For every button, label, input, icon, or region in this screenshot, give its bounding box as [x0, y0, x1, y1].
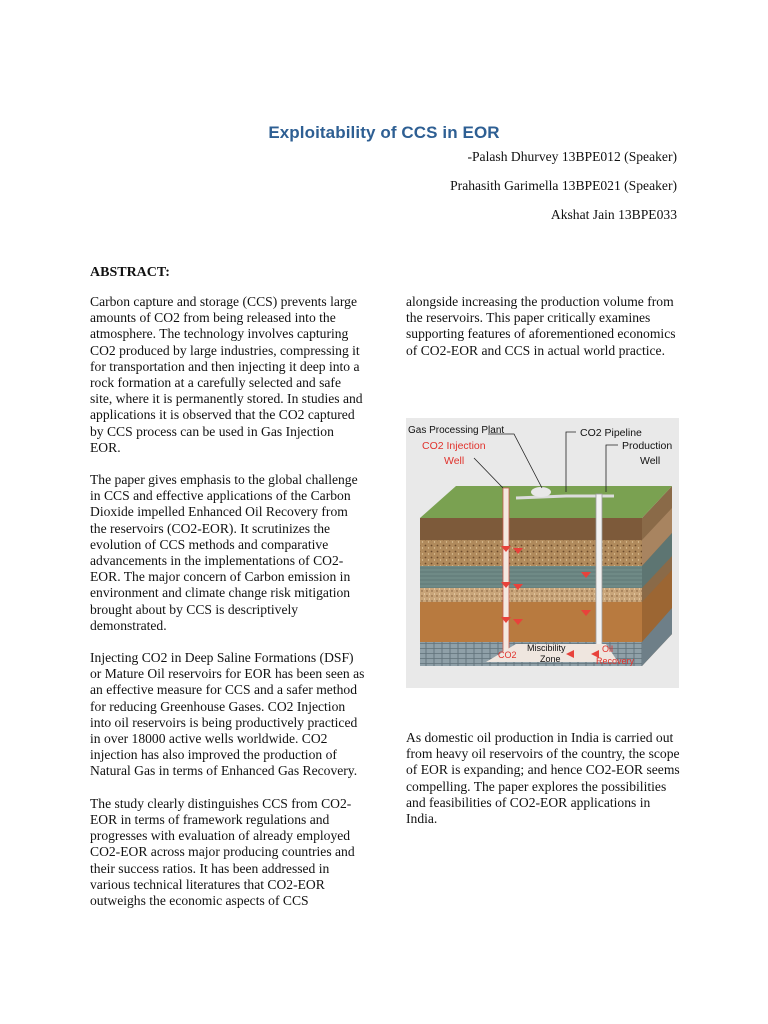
abstract-paragraph-continued: alongside increasing the production volume from the reservoirs. This paper critically examines supporting features of aforementioned economics of CO2-EOR and CCS in actual world practice. — [406, 294, 676, 358]
label-co2-pipeline: CO2 Pipeline — [580, 427, 642, 439]
label-production-line-2: Well — [640, 455, 661, 467]
layer-topsoil — [420, 518, 642, 540]
label-production-line-1: Production — [622, 440, 673, 452]
abstract-paragraph-3: Injecting CO2 in Deep Saline Formations (DSF) or Mature Oil reservoirs for EOR has been seen as an effective measure for CCS and a safer method for reducing Greenhouse Gases. CO2 Injection into oil reservoirs is being productively practiced in over 18000 active wells worldwide. CO2 injection has also improved the production of Natural Gas in terms of Enhanced Gas Recovery. — [90, 650, 365, 779]
label-co2: CO2 — [498, 650, 517, 660]
right-column-bottom — [406, 730, 680, 843]
abstract-paragraph-2: The paper gives emphasis to the global challenge in CCS and effective applications of the Carbon Dioxide impelled Enhanced Oil Recovery from the reservoirs (CO2-EOR). It scrutinizes the evolution of CCS methods and comparative advancements in the implementations of CO2-EOR. The major concern of Carbon emission in environment and climate change risk mitigation brought about by CCS is descriptively demonstrated. — [90, 472, 358, 633]
abstract-heading: ABSTRACT: — [90, 265, 170, 280]
layer-sandstone — [420, 540, 642, 566]
right-column-top — [406, 294, 680, 375]
injection-well — [503, 488, 509, 656]
abstract-paragraph-4: The study clearly distinguishes CCS from CO2-EOR in terms of framework regulations and progresses with evaluation of already employed CO2-EOR across major producing countries and their success ratios. It has been addressed in various technical literatures that CO2-EOR outweighs the economic aspects of CCS — [90, 795, 355, 908]
layer-sand — [420, 588, 642, 602]
label-oil-recovery-line-2: Recovery — [596, 656, 635, 666]
layer-shale — [420, 566, 642, 588]
left-column — [90, 294, 365, 925]
author-line-2: Prahasith Garimella 13BPE021 (Speaker) — [450, 178, 677, 193]
production-well — [596, 494, 602, 654]
abstract-paragraph-1: Carbon capture and storage (CCS) prevents large amounts of CO2 from being released into the atmosphere. The technology involves capturing CO2 produced by large industries, compressing it for transportation and then injecting it deep into a rock formation at a carefully selected and safe site, where it is permanently stored. In studies and applications it is observed that the CO2 captured by CCS process can be used in Gas Injection EOR. — [90, 294, 363, 455]
label-oil-recovery-line-1: Oil — [602, 644, 613, 654]
paper-title: Exploitability of CCS in EOR — [268, 123, 500, 142]
ccs-eor-diagram — [406, 418, 679, 688]
label-gas-processing-plant: Gas Processing Plant — [408, 425, 505, 436]
india-paragraph: As domestic oil production in India is carried out from heavy oil reservoirs of the country, the scope of EOR is expanding; and hence CO2-EOR seems compelling. The paper explores the possibilities and feasibilities of CO2-EOR applications in India. — [406, 730, 680, 827]
author-line-1: -Palash Dhurvey 13BPE012 (Speaker) — [467, 149, 677, 164]
layer-reservoir — [420, 602, 642, 642]
label-injection-line-2: Well — [444, 455, 465, 467]
label-miscibility-line-1: Miscibility — [527, 643, 566, 653]
label-injection-line-1: CO2 Injection — [422, 440, 486, 452]
author-line-3: Akshat Jain 13BPE033 — [550, 207, 677, 222]
label-miscibility-line-2: Zone — [540, 654, 561, 664]
processing-plant-shape — [531, 487, 551, 497]
